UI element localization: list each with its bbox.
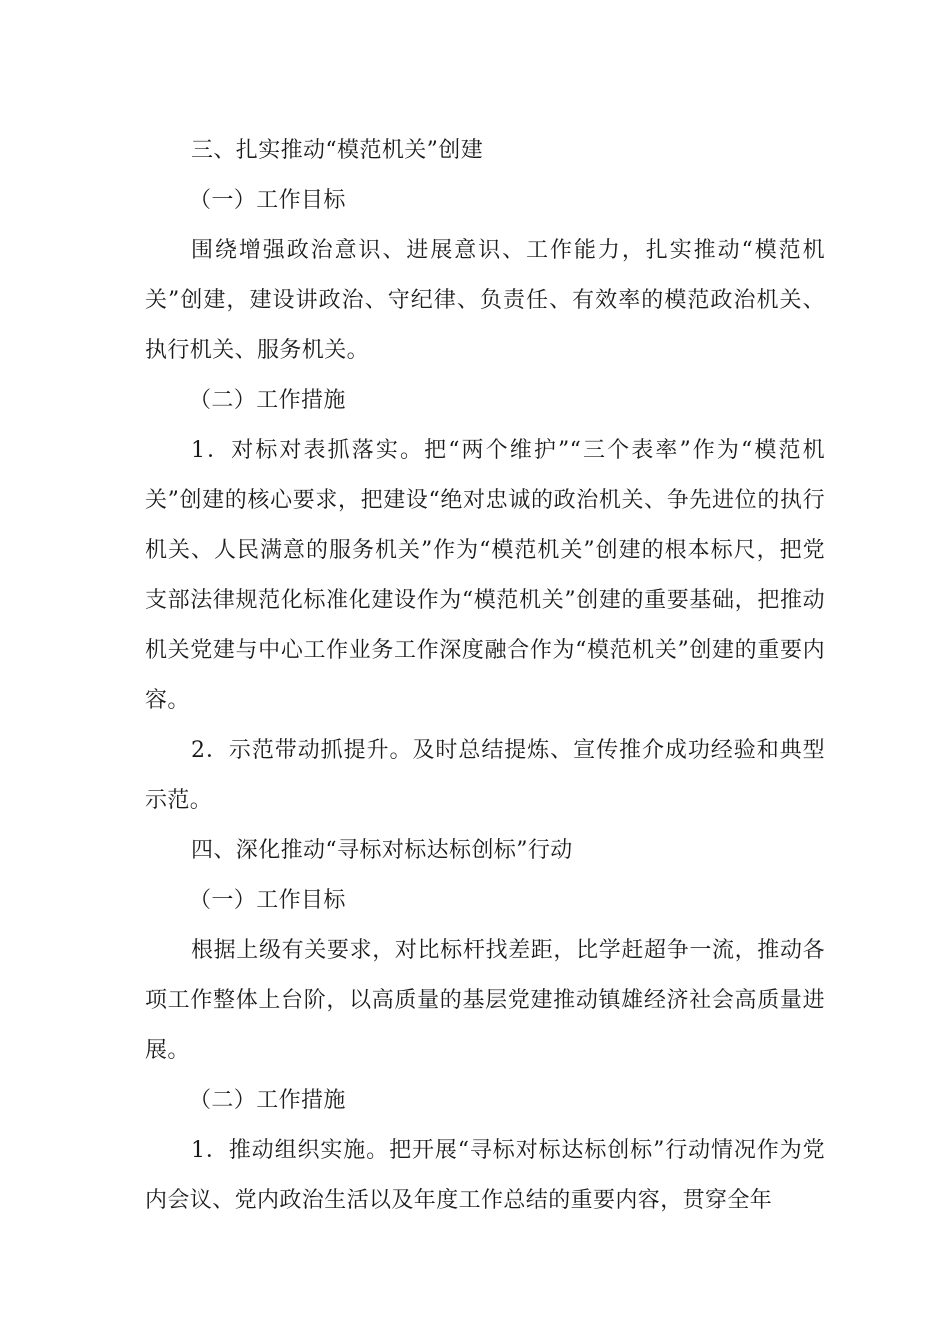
paragraph-goal-text: 围绕增强政治意识、进展意识、工作能力，扎实推动“模范机关”创建，建设讲政治、守纪律、负责任、有效率的模范政治机关、执行机关、服务机关。 [145,238,825,363]
section-heading-4: 四、深化推动“寻标对标达标创标”行动 [191,838,573,863]
paragraph-measure-2: 2．示范带动抓提升。及时总结提炼、宣传推介成功经验和典型示范。 [145,738,825,813]
subheading-work-measures: （二）工作措施 [189,388,346,413]
paragraph-measure-1: 1．对标对表抓落实。把“两个维护”“三个表率”作为“模范机关”创建的核心要求，把建设“绝对忠诚的政治机关、争先进位的执行机关、人民满意的服务机关”作为“模范机关”创建的根本标尺，把党支部法律规范化标准化建设作为“模范机关”创建的重要基础，把推动机关党建与中心工作业务工作深度融合作为“模范机关”创建的重要内容。 [145,438,825,713]
document-body [145,126,825,1226]
section-heading-3: 三、扎实推动“模范机关”创建 [191,138,484,163]
paragraph-measure-1b: 1．推动组织实施。把开展“寻标对标达标创标”行动情况作为党内会议、党内政治生活以及年度工作总结的重要内容，贯穿全年 [145,1138,825,1213]
subheading-work-goal: （一）工作目标 [189,188,346,213]
subheading-work-goal-2: （一）工作目标 [189,888,346,913]
subheading-work-measures-2: （二）工作措施 [189,1088,346,1113]
paragraph-goal-text-2: 根据上级有关要求，对比标杆找差距，比学赶超争一流，推动各项工作整体上台阶，以高质量的基层党建推动镇雄经济社会高质量进展。 [145,938,825,1063]
